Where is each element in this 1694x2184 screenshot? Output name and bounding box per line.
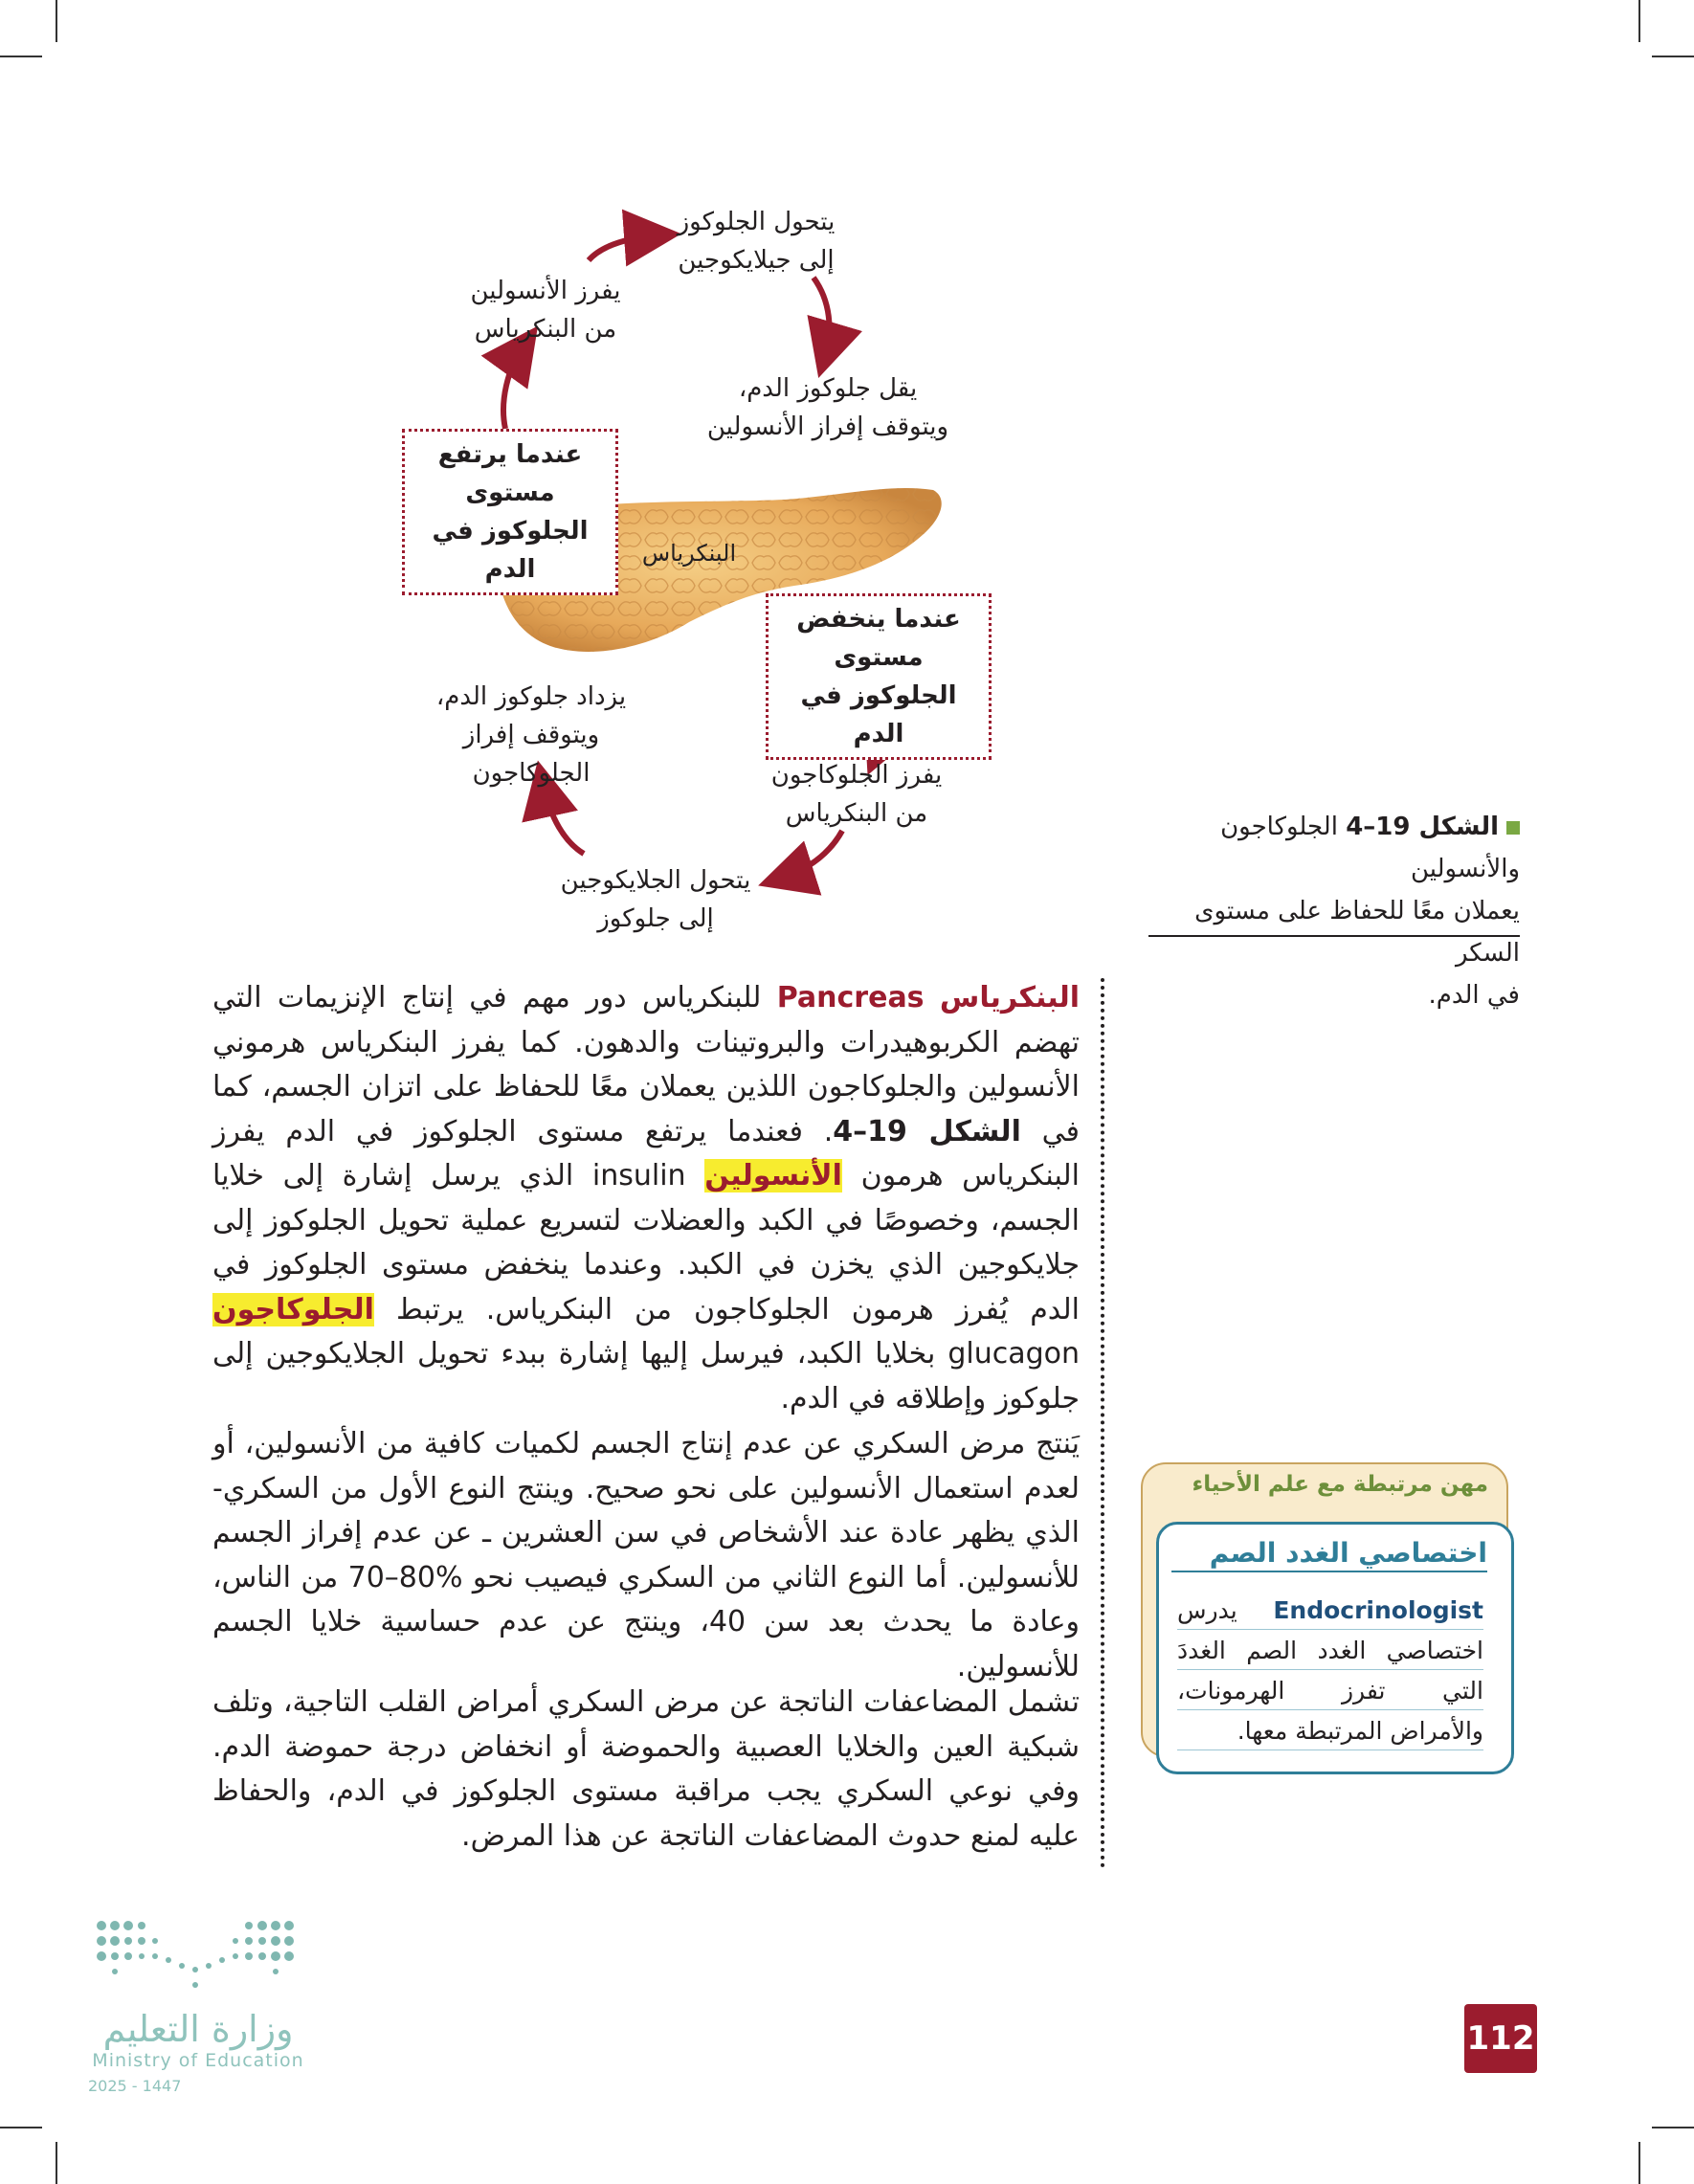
column-divider — [1101, 978, 1104, 1868]
term-glucagon-en: glucagon — [947, 1337, 1080, 1371]
caption-line2: يعملان معًا للحفاظ على مستوى السكر — [1194, 897, 1520, 968]
paragraph-diabetes: يَنتج مرض السكري عن عدم إنتاج الجسم لكميات كافية من الأنسولين، أو لعدم استعمال الأنسولين على نحو صحيح. وينتج النوع الأول من السكري- الذي يظهر عادة عند الأشخاص في سن العشرين ـ عن عدم إفراز الجسم للأنسولين. أما النوع الثاني من السكري فيصيب نحو %80–70 من الناس، وعادة ما يحدث بعد سن 40، وينتج عن عدم حساسية خلايا الجسم للأنسولين. — [212, 1427, 1080, 1683]
career-title-en: Endocrinologist — [1273, 1596, 1483, 1624]
paragraph1-text1: للبنكرياس دور مهم في إنتاج الإنزيمات التي تهضم الكربوهيدرات والبروتينات والدهون. كما يفرز البنكرياس هرموني الأنسولين والجلوكاجون اللذين يعملان معًا للحفاظ على اتزان الجسم، كما في — [212, 981, 1080, 1148]
ministry-name-en: Ministry of Education — [92, 2050, 304, 2071]
label-glucose-decrease: يقل جلوكوز الدم، ويتوقف إفراز الأنسولين — [706, 374, 949, 441]
label-insulin-release: يفرز الأنسولين من البنكرياس — [470, 277, 621, 344]
caption-line3: في الدم. — [1428, 981, 1520, 1010]
crop-mark — [56, 2142, 57, 2184]
crop-mark — [1652, 2127, 1694, 2128]
caption-marker — [1506, 821, 1520, 835]
career-title: اختصاصي الغدد الصم — [1171, 1537, 1487, 1572]
label-glucose-increase: يزداد جلوكوز الدم، ويتوقف إفراز الجلوكاجون — [435, 682, 627, 788]
label-pancreas: البنكرياس — [641, 540, 737, 567]
paragraph1-text4: بخلايا الكبد، فيرسل إليها إشارة ببدء تحويل الجلايكوجين إلى جلوكوز وإطلاقه في الدم. — [212, 1337, 1080, 1415]
box-high-glucose: عندما يرتفع مستوى الجلوكوز في الدم — [402, 429, 618, 595]
label-glucose-to-glycogen: يتحول الجلوكوز إلى جيلايكوجين — [677, 208, 836, 275]
label-glucagon-release: يفرز الجلوكاجون من البنكرياس — [770, 761, 943, 828]
paragraph1-text3: الذي يرسل إشارة إلى خلايا الجسم، وخصوصًا في الكبد والعضلات لتسريع عملية تحويل الجلوكوز إلى جلايكوجين الذي يخزن في الكبد. وعندما ينخفض مستوى الجلوكوز في الدم يُفرز هرمون الجلوكاجون من البنكرياس. يرتبط — [212, 1159, 1080, 1326]
arrow-glucose-decrease — [814, 278, 829, 356]
term-pancreas-ar: البنكرياس — [939, 981, 1080, 1014]
term-insulin-ar: الأنسولين — [704, 1159, 842, 1192]
career-text: يدرس اختصاصي الغدد الصم الغددَ التي تفرز الهرمونات، والأمراض المرتبطة معها. — [1177, 1596, 1483, 1745]
ministry-name-ar: وزارة التعليم — [102, 2008, 294, 2050]
career-header: مهن مرتبطة مع علم الأحياء — [1192, 1472, 1488, 1497]
arrow-glucose-increase — [543, 783, 584, 854]
arrow-insulin-up — [503, 345, 524, 429]
arrow-to-glycogen — [589, 235, 658, 260]
paragraph-pancreas — [212, 976, 1080, 1421]
label-glycogen-to-glucose: يتحول الجلايكوجين إلى جلوكوز — [560, 866, 751, 933]
term-insulin-en: insulin — [591, 1159, 686, 1192]
caption-figure-ref: الشكل 19–4 — [1346, 813, 1499, 841]
ministry-logo-dots — [92, 1918, 302, 1995]
arrow-to-glucose — [780, 831, 842, 879]
figure-caption — [1148, 806, 1520, 1016]
paragraph1-text2: . فعندما يرتفع مستوى الجلوكوز في الدم يفرز البنكرياس هرمون — [212, 1114, 1080, 1192]
crop-mark — [1638, 2142, 1640, 2184]
academic-year: 2025 - 1447 — [88, 2077, 182, 2095]
career-description — [1177, 1591, 1483, 1751]
term-pancreas-en: Pancreas — [776, 981, 925, 1014]
crop-mark — [0, 2127, 42, 2128]
caption-line1: الجلوكاجون والأنسولين — [1220, 813, 1520, 883]
page-number: 112 — [1464, 2004, 1537, 2073]
caption-rule — [1148, 935, 1520, 937]
box-low-glucose: عندما ينخفض مستوى الجلوكوز في الدم — [766, 593, 992, 760]
figure-reference: الشكل 19–4 — [833, 1114, 1021, 1148]
paragraph-complications: تشمل المضاعفات الناتجة عن مرض السكري أمراض القلب التاجية، وتلف شبكية العين والخلايا العصبية والحموضة أو انخفاض درجة حموضة الدم. وفي نوعي السكري يجب مراقبة مستوى الجلوكوز في الدم، والحفاظ عليه لمنع حدوث المضاعفات الناتجة عن هذا المرض. — [212, 1685, 1080, 1853]
term-glucagon-ar: الجلوكاجون — [212, 1292, 374, 1326]
